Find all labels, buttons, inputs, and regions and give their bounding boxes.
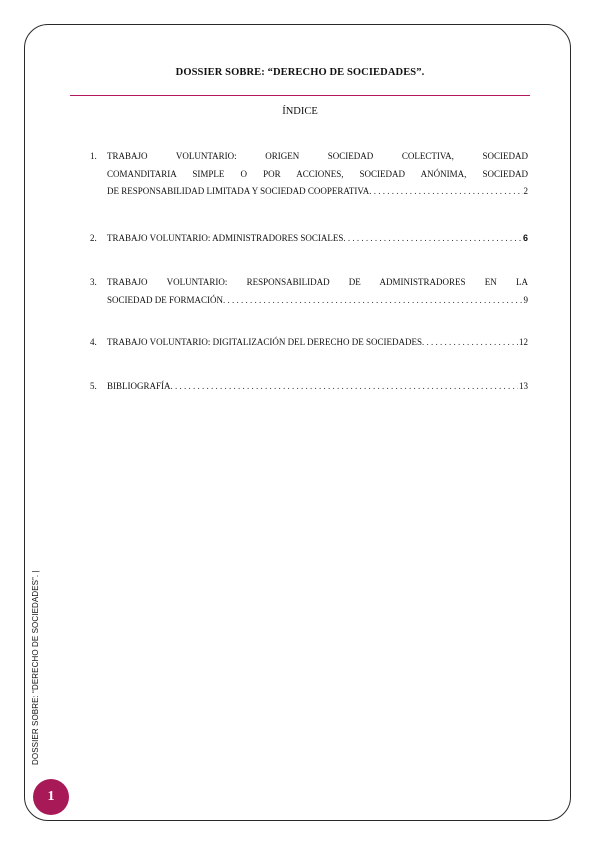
toc-page-number: 6 (522, 233, 528, 243)
toc-entry-4[interactable] (90, 334, 528, 352)
title-underline (70, 95, 530, 96)
toc-entry-1[interactable] (90, 148, 528, 201)
toc-entry-text-line: DE RESPONSABILIDAD LIMITADA Y SOCIEDAD COOPERATIVA (107, 186, 370, 196)
toc-entry-text-line: BIBLIOGRAFÍA (107, 381, 171, 391)
toc-entry-text-line: TRABAJO VOLUNTARIO: RESPONSABILIDAD DE ADMINISTRADORES EN LA (107, 277, 528, 287)
dot-leader (343, 230, 522, 248)
toc-entry-text-line: TRABAJO VOLUNTARIO: ORIGEN SOCIEDAD COLECTIVA, SOCIEDAD (107, 151, 528, 161)
index-heading: ÍNDICE (282, 106, 318, 117)
toc-entry-text-line: SOCIEDAD DE FORMACIÓN (107, 294, 224, 305)
toc-page-number: 13 (519, 381, 528, 391)
toc-entry-5[interactable] (90, 378, 528, 396)
toc-entry-text-line: TRABAJO VOLUNTARIO: DIGITALIZACIÓN DEL DERECHO DE SOCIEDADES (107, 337, 423, 347)
dot-leader (422, 334, 518, 352)
toc-entry-number: 4. (90, 337, 97, 347)
dot-leader (171, 378, 518, 396)
toc-page-number: 9 (523, 294, 528, 305)
toc-entry-2[interactable] (90, 230, 528, 248)
toc-entry-number: 5. (90, 381, 97, 391)
toc-page-number: 12 (519, 337, 528, 347)
toc-entry-number: 1. (90, 151, 97, 161)
toc-entry-text-line: TRABAJO VOLUNTARIO: ADMINISTRADORES SOCIALES (107, 233, 344, 243)
document-title: DOSSIER SOBRE: “DERECHO DE SOCIEDADES”. (175, 67, 425, 78)
dot-leader (369, 183, 522, 201)
toc-entry-number: 3. (90, 277, 97, 287)
page-frame (24, 24, 571, 821)
toc-entry-number: 2. (90, 233, 97, 243)
dot-leader (223, 292, 522, 310)
toc-entry-text-line: COMANDITARIA SIMPLE O POR ACCIONES, SOCIEDAD ANÓNIMA, SOCIEDAD (107, 168, 528, 179)
page-number-badge: 1 (33, 779, 69, 815)
side-running-header: DOSSIER SOBRE: “DERECHO DE SOCIEDADES”. | (31, 570, 40, 765)
toc-entry-3[interactable] (90, 274, 528, 309)
toc-page-number: 2 (523, 186, 528, 196)
